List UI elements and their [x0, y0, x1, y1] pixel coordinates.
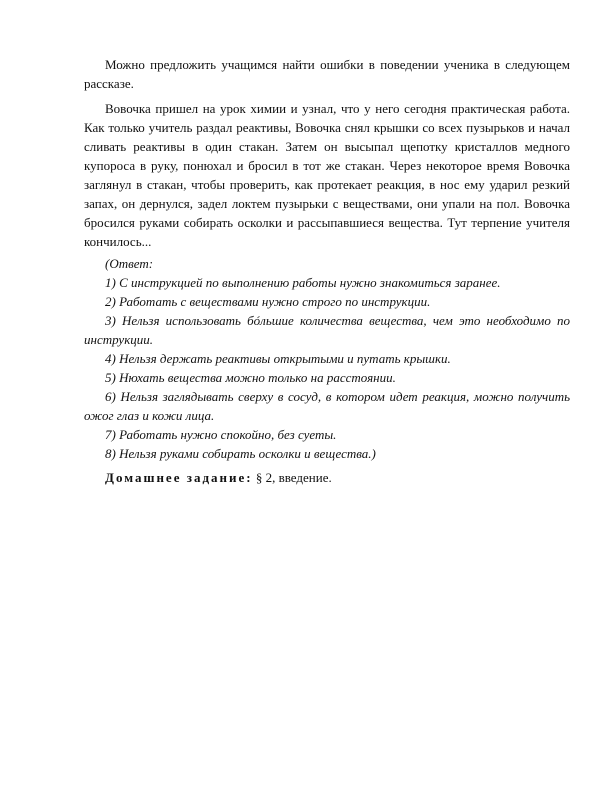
- answer-item: 5) Нюхать вещества можно только на расстоянии.: [105, 370, 396, 385]
- homework-line: [84, 468, 570, 487]
- answer-item: 1) С инструкцией по выполнению работы нужно знакомиться заранее.: [105, 275, 501, 290]
- answer-item: 3) Нельзя использовать бóльшие количества вещества, чем это необходимо по инструкции.: [84, 313, 570, 347]
- answer-item: 7) Работать нужно спокойно, без суеты.: [105, 427, 337, 442]
- answer-item: 6) Нельзя заглядывать сверху в сосуд, в котором идет реакция, можно получить ожог глаз и кожи лица.: [84, 389, 570, 423]
- homework-label: Домашнее задание:: [105, 470, 253, 485]
- answer-item: 4) Нельзя держать реактивы открытыми и путать крышки.: [105, 351, 451, 366]
- story-paragraph: Вовочка пришел на урок химии и узнал, что у него сегодня практическая работа. Как только учитель раздал реактивы, Вовочка снял крышки со всех пузырьков и начал сливать реактивы в один стакан. Затем он высыпал щепотку кристаллов медного купороса в руку, понюхал и бросил в тот же стакан. Через некоторое время Вовочка заглянул в стакан, чтобы проверить, как протекает реакция, в нос ему ударил резкий запах, он дернулся, задел локтем пузырьки с веществами, они упали на пол. Вовочка бросился руками собирать осколки и рассыпавшиеся вещества. Тут терпение учителя кончилось...: [84, 101, 570, 249]
- answer-header: (Ответ:: [105, 256, 154, 271]
- intro-paragraph: Можно предложить учащимся найти ошибки в поведении ученика в следующем рассказе.: [84, 57, 570, 91]
- homework-text: § 2, введение.: [252, 470, 332, 485]
- answer-block: [84, 254, 570, 463]
- answer-item: 8) Нельзя руками собирать осколки и вещества.): [105, 446, 376, 461]
- answer-item: 2) Работать с веществами нужно строго по инструкции.: [105, 294, 431, 309]
- document-page: [84, 55, 570, 487]
